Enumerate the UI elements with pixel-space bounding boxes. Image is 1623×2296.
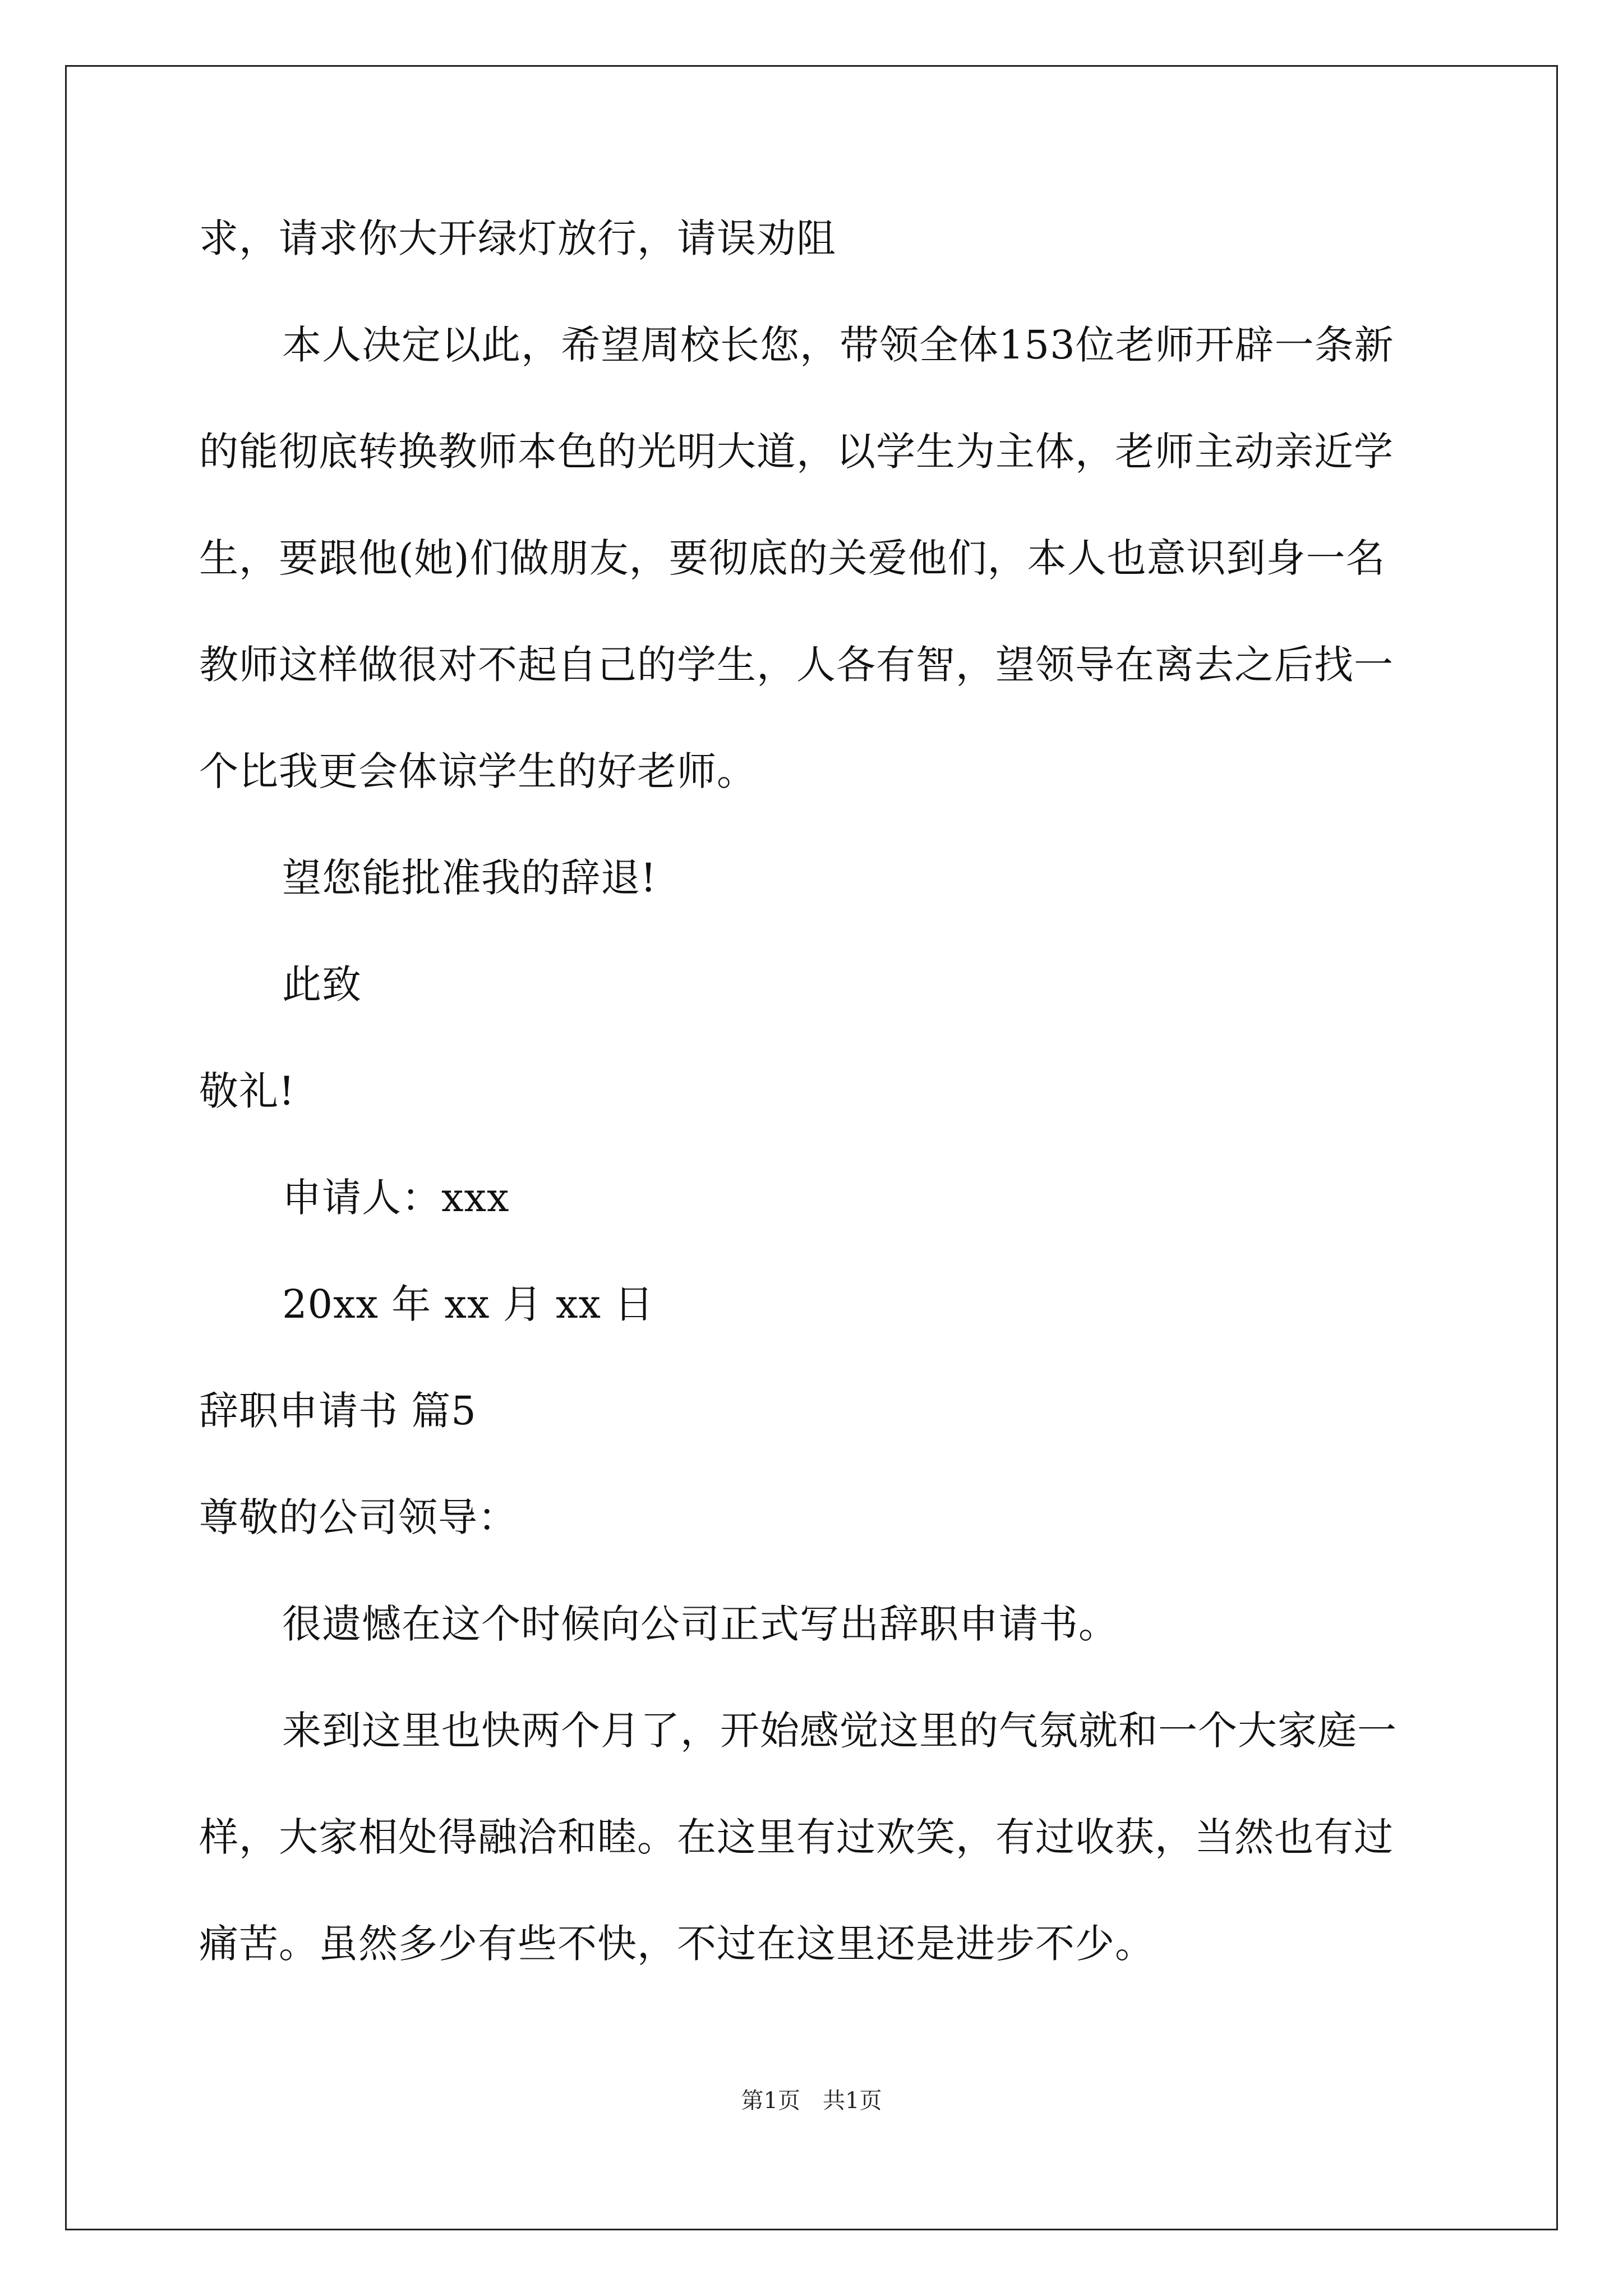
salutation-ci-zhi: 此致: [282, 961, 362, 1007]
paragraph-line: 生，要跟他(她)们做朋友，要彻底的关爱他们，本人也意识到身一名: [199, 535, 1386, 581]
salutation-jing-li: 敬礼!: [199, 1068, 296, 1114]
date-line: 20xx 年 xx 月 xx 日: [282, 1281, 654, 1327]
paragraph-line: 很遗憾在这个时候向公司正式写出辞职申请书。: [282, 1601, 1118, 1647]
paragraph-line: 求，请求你大开绿灯放行，请误劝阻: [199, 215, 836, 261]
paragraph-line: 个比我更会体谅学生的好老师。: [199, 748, 757, 794]
paragraph-line: 的能彻底转换教师本色的光明大道，以学生为主体，老师主动亲近学: [199, 429, 1394, 475]
paragraph-line: 教师这样做很对不起自己的学生，人各有智，望领导在离去之后找一: [199, 642, 1394, 688]
paragraph-line: 样，大家相处得融洽和睦。在这里有过欢笑，有过收获，当然也有过: [199, 1814, 1394, 1860]
paragraph-line: 本人决定以此，希望周校长您，带领全体153位老师开辟一条新: [282, 322, 1394, 368]
page-footer: 第1页 共1页: [741, 2088, 882, 2114]
greeting: 尊敬的公司领导：: [199, 1494, 518, 1540]
page-border: [65, 65, 1558, 2230]
paragraph-line: 痛苦。虽然多少有些不快，不过在这里还是进步不少。: [199, 1921, 1155, 1967]
closing-request: 望您能批准我的辞退!: [282, 855, 657, 901]
paragraph-line: 来到这里也快两个月了，开始感觉这里的气氛就和一个大家庭一: [282, 1708, 1397, 1754]
section-heading: 辞职申请书 篇5: [199, 1388, 477, 1434]
applicant-signature: 申请人：xxx: [282, 1175, 510, 1221]
